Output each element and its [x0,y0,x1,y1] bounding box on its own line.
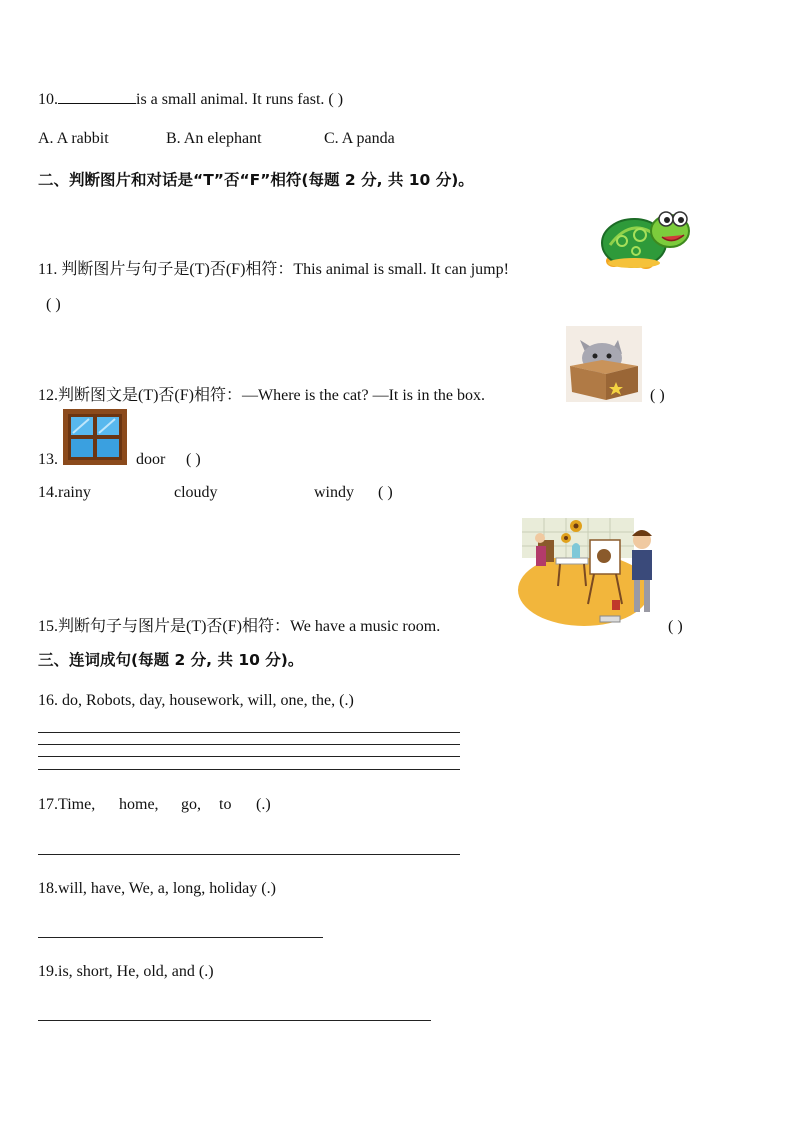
question-15: 15.判断句子与图片是(T)否(F)相符：We have a music room. [38,618,441,635]
question-10 [38,88,343,110]
answer-line[interactable] [38,769,460,770]
section-heading: 二、判断图片和对话是“T”否“F”相符(每题 2 分, 共 10 分)。 [38,171,474,189]
word-rainy: 14.rainy [38,484,91,501]
option-c: C. A panda [324,130,395,147]
question-18: 18.will, have, We, a, long, holiday (.) [38,880,276,897]
question-number: 10. [38,91,58,108]
art-class-icon [514,512,660,634]
turtle-icon [600,205,694,275]
answer-line[interactable] [38,937,323,938]
answer-line[interactable] [38,756,460,757]
question-text: is a small animal. It runs fast. ( ) [136,91,344,108]
word-to: to [219,796,232,813]
question-13-word: door [136,451,166,468]
answer-line[interactable] [38,732,460,733]
word-go: go, [181,796,201,813]
question-13-number: 13. [38,451,58,468]
answer-blank[interactable] [58,88,136,104]
question-12: 12.判断图文是(T)否(F)相符：—Where is the cat? —It is in the box. [38,387,486,404]
answer-paren[interactable]: ( ) [46,296,61,313]
answer-line[interactable] [38,744,460,745]
option-a: A. A rabbit [38,130,109,147]
answer-paren[interactable]: ( ) [650,387,665,404]
cat-in-box-icon [566,326,642,402]
answer-paren[interactable]: ( ) [186,451,201,468]
option-b: B. An elephant [166,130,262,147]
section-heading: 三、连词成句(每题 2 分, 共 10 分)。 [38,651,304,669]
word-home: home, [119,796,159,813]
word-time: 17.Time, [38,796,96,813]
question-16: 16. do, Robots, day, housework, will, one, the, (.) [38,692,354,709]
question-19: 19.is, short, He, old, and (.) [38,963,214,980]
word-period: (.) [256,796,271,813]
answer-line[interactable] [38,854,460,855]
word-cloudy: cloudy [174,484,218,501]
question-11: 11. 判断图片与句子是(T)否(F)相符：This animal is small. It can jump! [38,261,509,278]
answer-paren[interactable]: ( ) [378,484,393,501]
answer-line[interactable] [38,1020,431,1021]
answer-paren[interactable]: ( ) [668,618,683,635]
window-icon [63,409,127,465]
word-windy: windy [314,484,354,501]
